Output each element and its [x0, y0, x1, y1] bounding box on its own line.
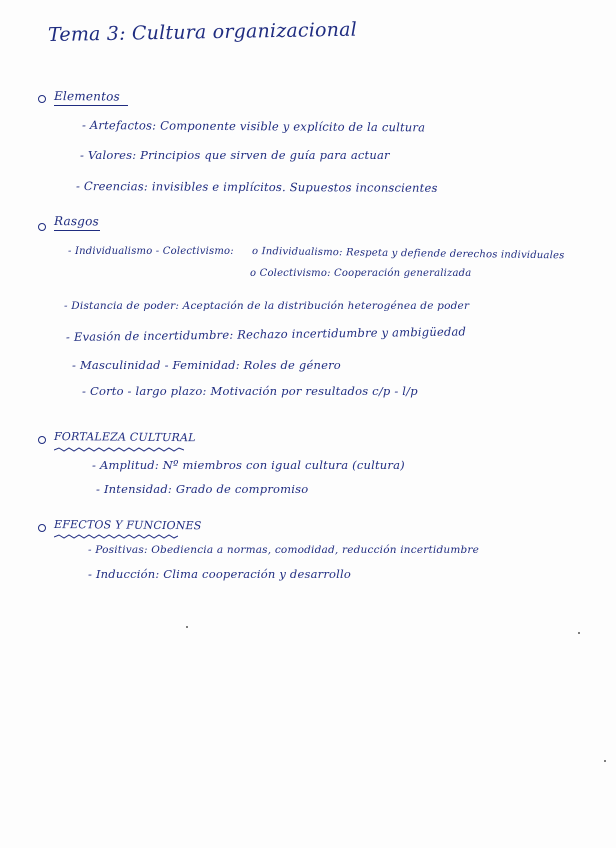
- section-heading-fortaleza-cultural: FORTALEZA CULTURAL: [53, 430, 196, 445]
- heading-zigzag-underline: [54, 447, 184, 452]
- list-item: - Intensidad: Grado de compromiso: [96, 482, 309, 496]
- list-sub-item: o Colectivismo: Cooperación generalizada: [250, 268, 472, 279]
- list-item: - Creencias: invisibles e implícitos. Supuestos inconscientes: [75, 179, 438, 195]
- scan-speck: [578, 632, 580, 634]
- page-title: Tema 3: Cultura organizacional: [47, 18, 358, 46]
- list-item: - Distancia de poder: Aceptación de la distribución heterogénea de poder: [64, 300, 470, 312]
- list-item: - Positivas: Obediencia a normas, comodidad, reducción incertidumbre: [88, 544, 480, 556]
- list-item: - Amplitud: Nº miembros con igual cultura (cultura): [92, 458, 405, 472]
- scan-speck: [604, 760, 606, 762]
- section-heading-elementos: Elementos: [53, 89, 120, 104]
- section-bullet: [38, 95, 46, 103]
- section-bullet: [38, 223, 46, 231]
- section-heading-efectos-y-funciones: EFECTOS Y FUNCIONES: [53, 518, 202, 533]
- section-heading-rasgos: Rasgos: [53, 214, 99, 229]
- list-item: - Corto - largo plazo: Motivación por resultados c/p - l/p: [82, 384, 418, 398]
- heading-zigzag-underline: [54, 534, 178, 539]
- list-item: - Artefactos: Componente visible y explícito de la cultura: [81, 118, 426, 135]
- list-item: - Evasión de incertidumbre: Rechazo incertidumbre y ambigüedad: [65, 324, 467, 344]
- scan-speck: [186, 626, 188, 628]
- heading-underline: [54, 105, 128, 106]
- section-bullet: [38, 436, 46, 444]
- heading-underline: [54, 230, 100, 231]
- section-bullet: [38, 524, 46, 532]
- list-item: - Inducción: Clima cooperación y desarrollo: [88, 567, 352, 581]
- list-sub-item: o Individualismo: Respeta y defiende derechos individuales: [251, 246, 565, 262]
- list-item: - Masculinidad - Feminidad: Roles de género: [72, 358, 341, 372]
- list-item: - Individualismo - Colectivismo:: [68, 246, 234, 257]
- list-item: - Valores: Principios que sirven de guía para actuar: [80, 148, 390, 162]
